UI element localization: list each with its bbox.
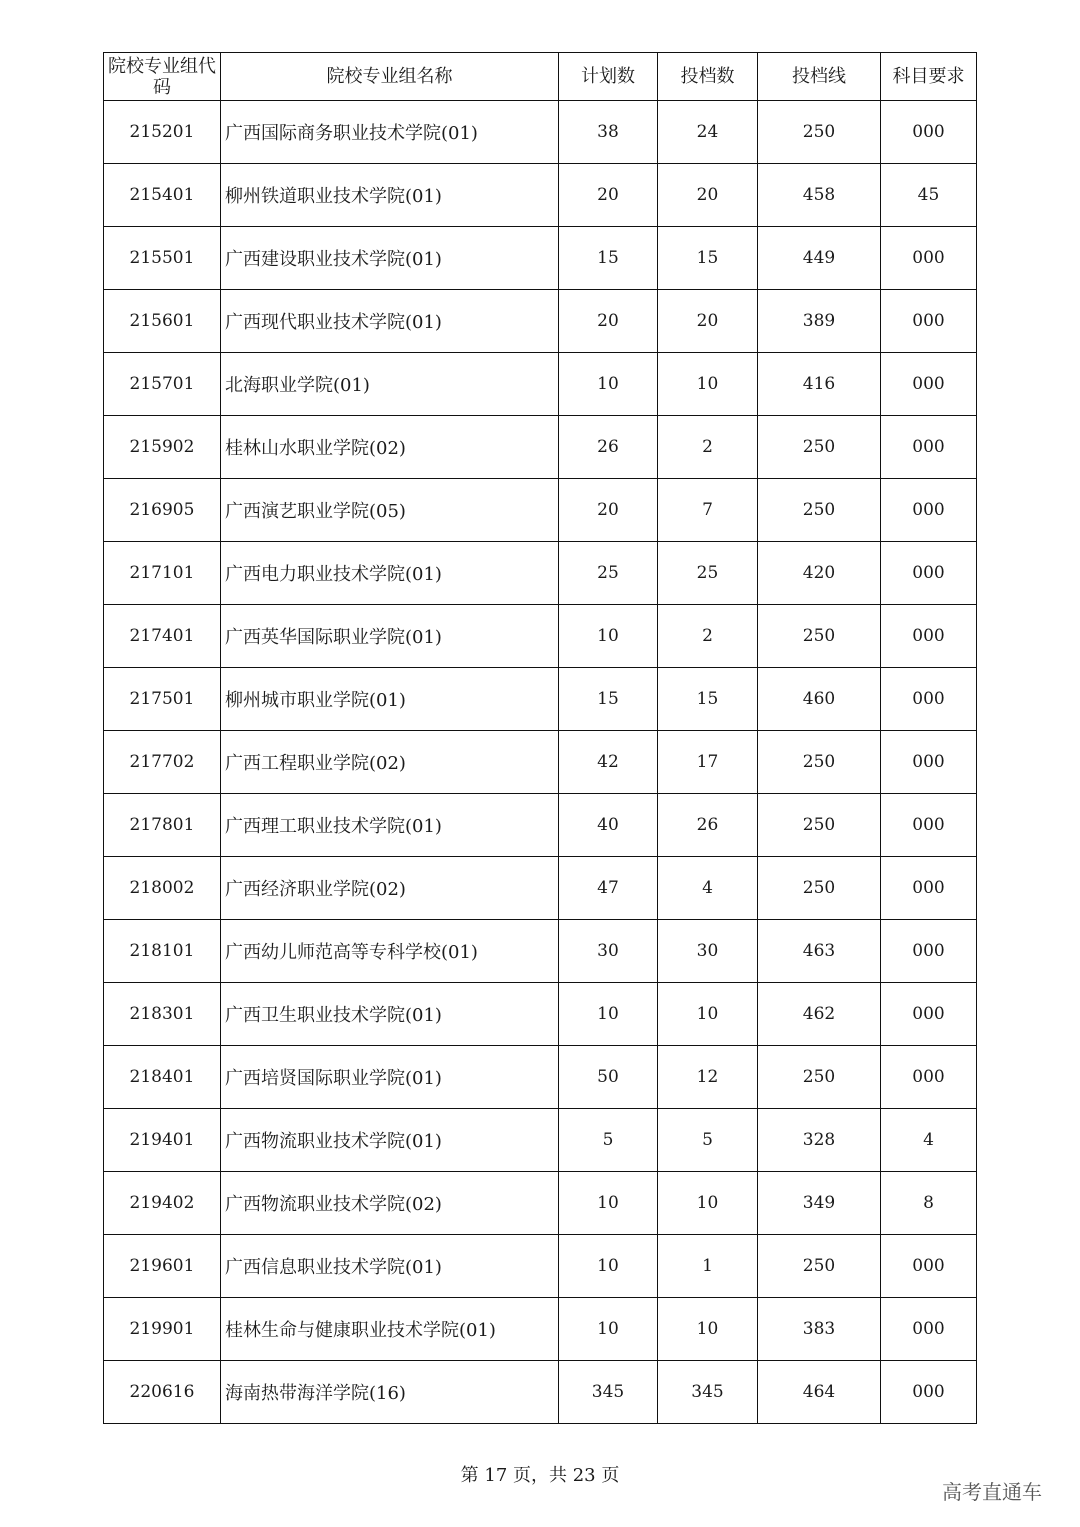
cell-name: 广西信息职业技术学院(01) [221,1235,559,1298]
cell-name: 广西幼儿师范高等专科学校(01) [221,920,559,983]
cell-name: 广西经济职业学院(02) [221,857,559,920]
cell-subject-req: 000 [881,416,977,479]
cell-cutoff: 250 [758,605,881,668]
cell-subject-req: 000 [881,227,977,290]
table-row [104,1361,977,1424]
cell-code: 220616 [104,1361,221,1424]
cell-plan: 30 [559,920,658,983]
cell-admitted: 10 [658,1298,758,1361]
cell-cutoff: 349 [758,1172,881,1235]
cell-admitted: 12 [658,1046,758,1109]
cell-name: 柳州城市职业学院(01) [221,668,559,731]
table-row [104,1046,977,1109]
cell-code: 219401 [104,1109,221,1172]
cell-code: 217101 [104,542,221,605]
cell-subject-req: 000 [881,794,977,857]
cell-plan: 42 [559,731,658,794]
cell-admitted: 15 [658,668,758,731]
cell-code: 219601 [104,1235,221,1298]
cell-admitted: 24 [658,101,758,164]
cell-code: 215501 [104,227,221,290]
cell-code: 215401 [104,164,221,227]
table-row [104,1172,977,1235]
cell-subject-req: 000 [881,1298,977,1361]
cell-cutoff: 416 [758,353,881,416]
header-plan: 计划数 [559,53,658,101]
header-code: 院校专业组代码 [104,53,221,101]
table-row [104,857,977,920]
cell-cutoff: 458 [758,164,881,227]
cell-name: 广西国际商务职业技术学院(01) [221,101,559,164]
page-number: 第 17 页，共 23 页 [460,1465,620,1486]
cell-cutoff: 463 [758,920,881,983]
cell-plan: 10 [559,1172,658,1235]
cell-plan: 38 [559,101,658,164]
cell-cutoff: 462 [758,983,881,1046]
cell-plan: 25 [559,542,658,605]
header-cutoff: 投档线 [758,53,881,101]
cell-code: 215902 [104,416,221,479]
cell-plan: 26 [559,416,658,479]
table-row [104,101,977,164]
cell-cutoff: 383 [758,1298,881,1361]
cell-name: 柳州铁道职业技术学院(01) [221,164,559,227]
watermark: 高考直通车 [942,1480,1042,1504]
cell-plan: 10 [559,983,658,1046]
header-admitted: 投档数 [658,53,758,101]
cell-plan: 20 [559,479,658,542]
cell-admitted: 10 [658,353,758,416]
header-subject-req: 科目要求 [881,53,977,101]
cell-subject-req: 000 [881,605,977,668]
cell-subject-req: 000 [881,101,977,164]
cell-cutoff: 250 [758,1046,881,1109]
cell-subject-req: 000 [881,1235,977,1298]
cell-admitted: 2 [658,416,758,479]
cell-admitted: 7 [658,479,758,542]
cell-admitted: 10 [658,983,758,1046]
cell-name: 桂林山水职业学院(02) [221,416,559,479]
cell-cutoff: 250 [758,731,881,794]
cell-plan: 20 [559,290,658,353]
cell-code: 218101 [104,920,221,983]
table-row [104,353,977,416]
table-row [104,668,977,731]
table-row [104,983,977,1046]
cell-admitted: 5 [658,1109,758,1172]
cell-plan: 47 [559,857,658,920]
cell-admitted: 345 [658,1361,758,1424]
cell-admitted: 15 [658,227,758,290]
cell-name: 广西现代职业技术学院(01) [221,290,559,353]
table-row [104,605,977,668]
page-footer [0,1461,1080,1487]
cell-code: 218301 [104,983,221,1046]
cell-cutoff: 449 [758,227,881,290]
table-row [104,1109,977,1172]
cell-cutoff: 250 [758,857,881,920]
cell-code: 219901 [104,1298,221,1361]
cell-admitted: 1 [658,1235,758,1298]
cell-name: 广西物流职业技术学院(02) [221,1172,559,1235]
table-row [104,920,977,983]
cell-plan: 20 [559,164,658,227]
cell-plan: 15 [559,668,658,731]
cell-subject-req: 000 [881,731,977,794]
cell-code: 217501 [104,668,221,731]
table-row [104,290,977,353]
cell-code: 216905 [104,479,221,542]
cell-plan: 15 [559,227,658,290]
cell-name: 广西卫生职业技术学院(01) [221,983,559,1046]
cell-cutoff: 250 [758,101,881,164]
table-row [104,1235,977,1298]
cell-subject-req: 000 [881,920,977,983]
table-row [104,479,977,542]
cell-name: 海南热带海洋学院(16) [221,1361,559,1424]
cell-plan: 345 [559,1361,658,1424]
cell-admitted: 20 [658,164,758,227]
cell-code: 217401 [104,605,221,668]
cell-plan: 10 [559,1298,658,1361]
cell-code: 218002 [104,857,221,920]
cell-name: 广西工程职业学院(02) [221,731,559,794]
table-row [104,542,977,605]
table-row [104,416,977,479]
table-row [104,227,977,290]
cell-plan: 40 [559,794,658,857]
cell-subject-req: 000 [881,290,977,353]
cell-subject-req: 000 [881,983,977,1046]
table-header-row [104,53,977,101]
cell-name: 广西建设职业技术学院(01) [221,227,559,290]
cell-name: 广西培贤国际职业学院(01) [221,1046,559,1109]
cell-admitted: 2 [658,605,758,668]
cell-plan: 10 [559,605,658,668]
cell-cutoff: 250 [758,1235,881,1298]
cell-subject-req: 000 [881,542,977,605]
cell-name: 广西演艺职业学院(05) [221,479,559,542]
cell-subject-req: 000 [881,668,977,731]
cell-plan: 10 [559,1235,658,1298]
cell-cutoff: 464 [758,1361,881,1424]
cell-code: 219402 [104,1172,221,1235]
cell-subject-req: 000 [881,353,977,416]
cell-subject-req: 000 [881,479,977,542]
cell-admitted: 25 [658,542,758,605]
cell-subject-req: 000 [881,1361,977,1424]
cell-code: 217801 [104,794,221,857]
cell-name: 北海职业学院(01) [221,353,559,416]
cell-code: 218401 [104,1046,221,1109]
cell-subject-req: 000 [881,857,977,920]
cell-plan: 5 [559,1109,658,1172]
cell-cutoff: 250 [758,416,881,479]
cell-subject-req: 45 [881,164,977,227]
cell-name: 广西物流职业技术学院(01) [221,1109,559,1172]
cell-plan: 50 [559,1046,658,1109]
cell-cutoff: 460 [758,668,881,731]
cell-admitted: 30 [658,920,758,983]
cell-cutoff: 389 [758,290,881,353]
cell-admitted: 4 [658,857,758,920]
table-row [104,731,977,794]
cell-cutoff: 328 [758,1109,881,1172]
cell-admitted: 10 [658,1172,758,1235]
cell-name: 广西英华国际职业学院(01) [221,605,559,668]
admission-table [103,52,977,1424]
cell-admitted: 26 [658,794,758,857]
cell-cutoff: 250 [758,479,881,542]
cell-code: 215201 [104,101,221,164]
cell-code: 215601 [104,290,221,353]
cell-code: 217702 [104,731,221,794]
cell-code: 215701 [104,353,221,416]
cell-subject-req: 000 [881,1046,977,1109]
cell-name: 桂林生命与健康职业技术学院(01) [221,1298,559,1361]
table-row [104,1298,977,1361]
cell-admitted: 17 [658,731,758,794]
header-name: 院校专业组名称 [221,53,559,101]
cell-name: 广西电力职业技术学院(01) [221,542,559,605]
cell-cutoff: 420 [758,542,881,605]
table-row [104,164,977,227]
cell-subject-req: 8 [881,1172,977,1235]
cell-name: 广西理工职业技术学院(01) [221,794,559,857]
cell-admitted: 20 [658,290,758,353]
cell-subject-req: 4 [881,1109,977,1172]
table-row [104,794,977,857]
cell-plan: 10 [559,353,658,416]
cell-cutoff: 250 [758,794,881,857]
